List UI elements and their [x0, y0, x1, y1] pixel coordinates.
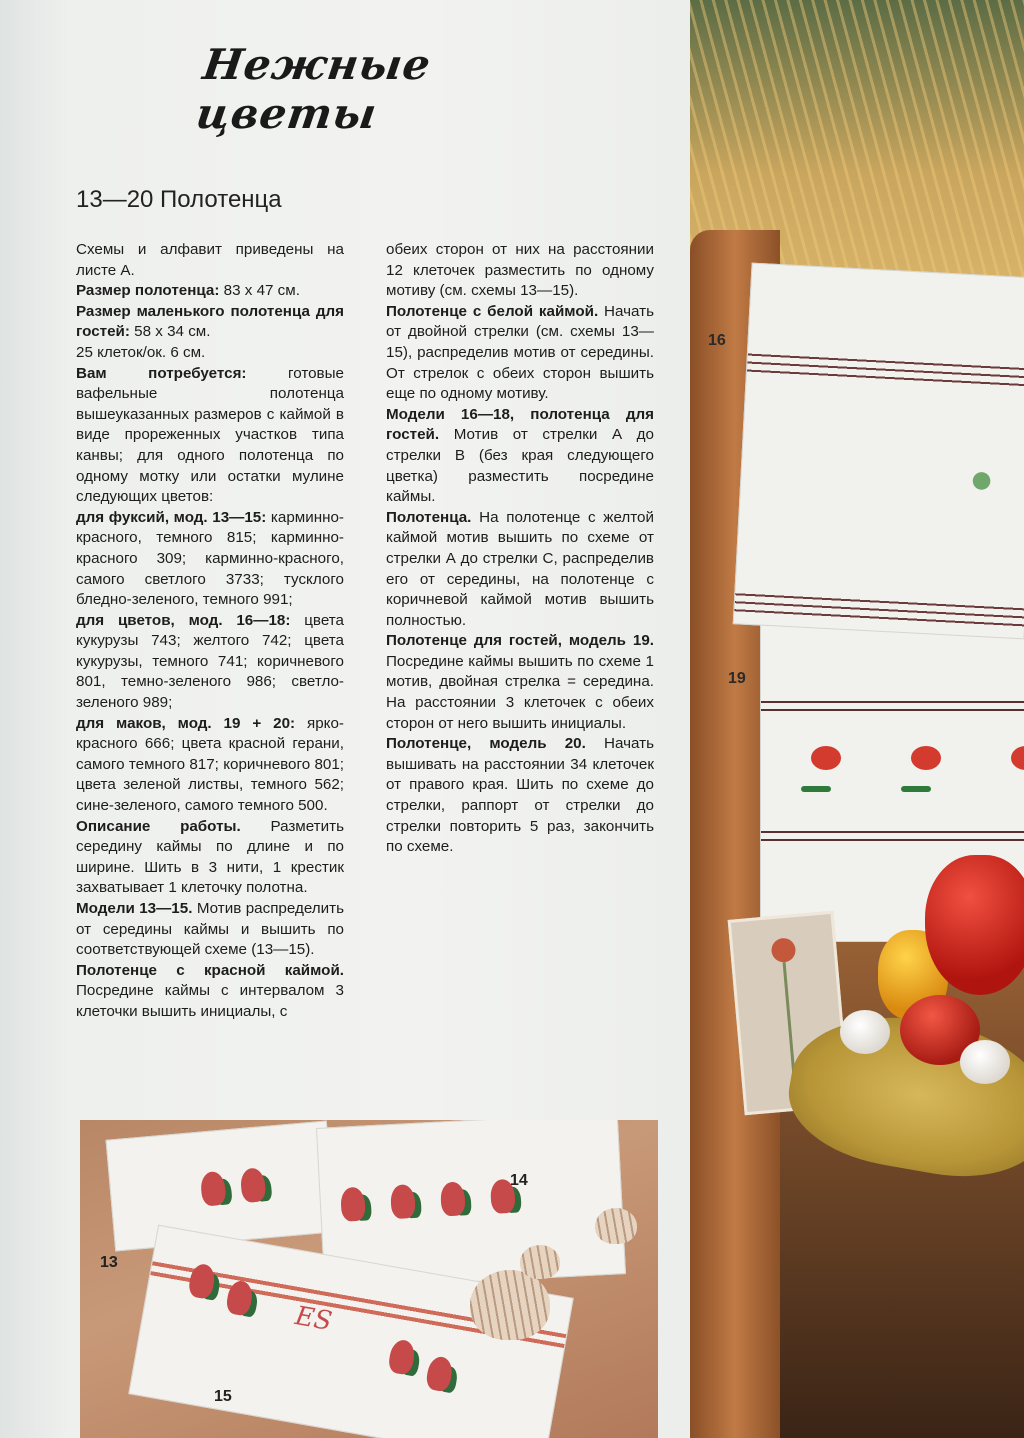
text-column-1 [76, 240, 344, 1023]
flower-motif [961, 460, 1003, 502]
label-14: 14 [510, 1172, 528, 1189]
paragraph: Полотенце для гостей, модель 19. Посредине каймы вышить по схеме 1 мотив, двойная стрелка = середина. На расстоянии 3 клеточек с обеих сторон от него вышить инициалы. [386, 632, 654, 732]
page-title-text: Нежные цветы [193, 40, 435, 138]
poppy-motif [811, 746, 841, 770]
paragraph: Полотенце с белой каймой. Начать от двойной стрелки (см. схемы 13—15), распределив мотив от середины. От стрелок с обеих сторон вышить еще по одному мотиву. [386, 302, 655, 403]
fuchsia-motif [225, 1279, 255, 1317]
text-column-2 [386, 240, 654, 858]
border-stripe [761, 831, 1024, 833]
paragraph: для цветов, мод. 16—18: цвета кукурузы 743; желтого 742; цвета кукурузы, темного 741; коричневого 801, темно-зеленого 986; светло-зеленого 989; [76, 611, 344, 712]
tile-stem [783, 962, 796, 1072]
fuchsia-motif [440, 1181, 466, 1216]
leaf-motif [801, 786, 831, 792]
paragraph: Модели 13—15. Мотив распределить от середины каймы и вышить по соответствующей схеме (13—15). [76, 900, 344, 959]
paragraph: для маков, мод. 19 + 20: ярко-красного 666; цвета красной герани, самого темного 817; коричневого 801; цвета зеленой листвы, темного 562; сине-зеленого, самого темного 500. [76, 714, 344, 815]
paragraph: Схемы и алфавит приведены на листе А. [76, 241, 344, 279]
border-stripe [761, 701, 1024, 703]
fuchsia-motif [390, 1184, 416, 1219]
paragraph: Размер маленького полотенца для гостей: 58 x 34 см. [76, 302, 344, 341]
embroidered-initials: ЕЅ [292, 1301, 335, 1338]
seashell [470, 1270, 550, 1340]
border-stripe [761, 839, 1024, 841]
paragraph: Полотенца. На полотенце с желтой каймой мотив вышить по схеме от стрелки А до стрелки С, распределив его от середины, на полотенце с коричневой каймой мотив вышить полностью. [386, 508, 654, 629]
paragraph: обеих сторон от них на расстоянии 12 клеточек разместить по одному мотиву (см. схемы 13—15). [386, 241, 654, 300]
red-pepper [925, 855, 1024, 995]
poppy-motif [911, 746, 941, 770]
fuchsia-motif [187, 1262, 217, 1300]
page-title [193, 40, 540, 138]
fuchsia-motif [240, 1167, 267, 1203]
leaf-motif [901, 786, 931, 792]
paragraph: Полотенце, модель 20. Начать вышивать на расстоянии 34 клеточек от правого края. Шить по схеме до стрелки, раппорт от стрелки до стрелки повторить 5 раз, закончить по схеме. [386, 735, 654, 856]
poppy-motif [1011, 746, 1024, 770]
towels-photo-bottom [80, 1120, 658, 1438]
garlic [960, 1040, 1010, 1084]
label-19: 19 [728, 670, 746, 687]
label-16: 16 [708, 332, 726, 349]
label-13: 13 [100, 1254, 118, 1271]
paragraph: Модели 16—18, полотенца для гостей. Мотив от стрелки А до стрелки В (без края следующего цветка) разместить посредине каймы. [386, 405, 654, 506]
tile-flower [771, 937, 797, 963]
towels-photo-right [690, 0, 1024, 1438]
border-stripe [761, 709, 1024, 711]
towel-13 [106, 1121, 337, 1252]
paragraph: Описание работы. Разметить середину каймы по длине и по ширине. Шить в 3 нити, 1 крестик захватывает 1 клеточку полотна. [76, 817, 344, 897]
seashell [520, 1245, 560, 1279]
label-15: 15 [214, 1388, 232, 1405]
fuchsia-motif [425, 1355, 455, 1393]
paragraph: Полотенце с красной каймой. Посредине каймы с интервалом 3 клеточки вышить инициалы, с [76, 961, 344, 1020]
section-heading: 13—20 Полотенца [76, 186, 282, 213]
fuchsia-motif [200, 1171, 227, 1207]
towel-16 [733, 263, 1024, 640]
fuchsia-motif [340, 1187, 366, 1222]
garlic [840, 1010, 890, 1054]
paragraph: 25 клеток/ок. 6 см. [76, 343, 206, 361]
paragraph: Вам потребуется: готовые вафельные полотенца вышеуказанных размеров с каймой в виде прореженных участков типа канвы; для одного полотенца по одному мотку или остатки мулине следующих цветов: [76, 364, 344, 506]
paragraph: для фуксий, мод. 13—15: карминно-красного, темного 815; карминно-красного 309; карминно-красного, самого светлого 3733; тусклого бледно-зеленого, темного 991; [76, 508, 344, 609]
fuchsia-motif [387, 1338, 417, 1376]
seashell [595, 1208, 637, 1244]
paragraph: Размер полотенца: 83 x 47 см. [76, 282, 300, 300]
